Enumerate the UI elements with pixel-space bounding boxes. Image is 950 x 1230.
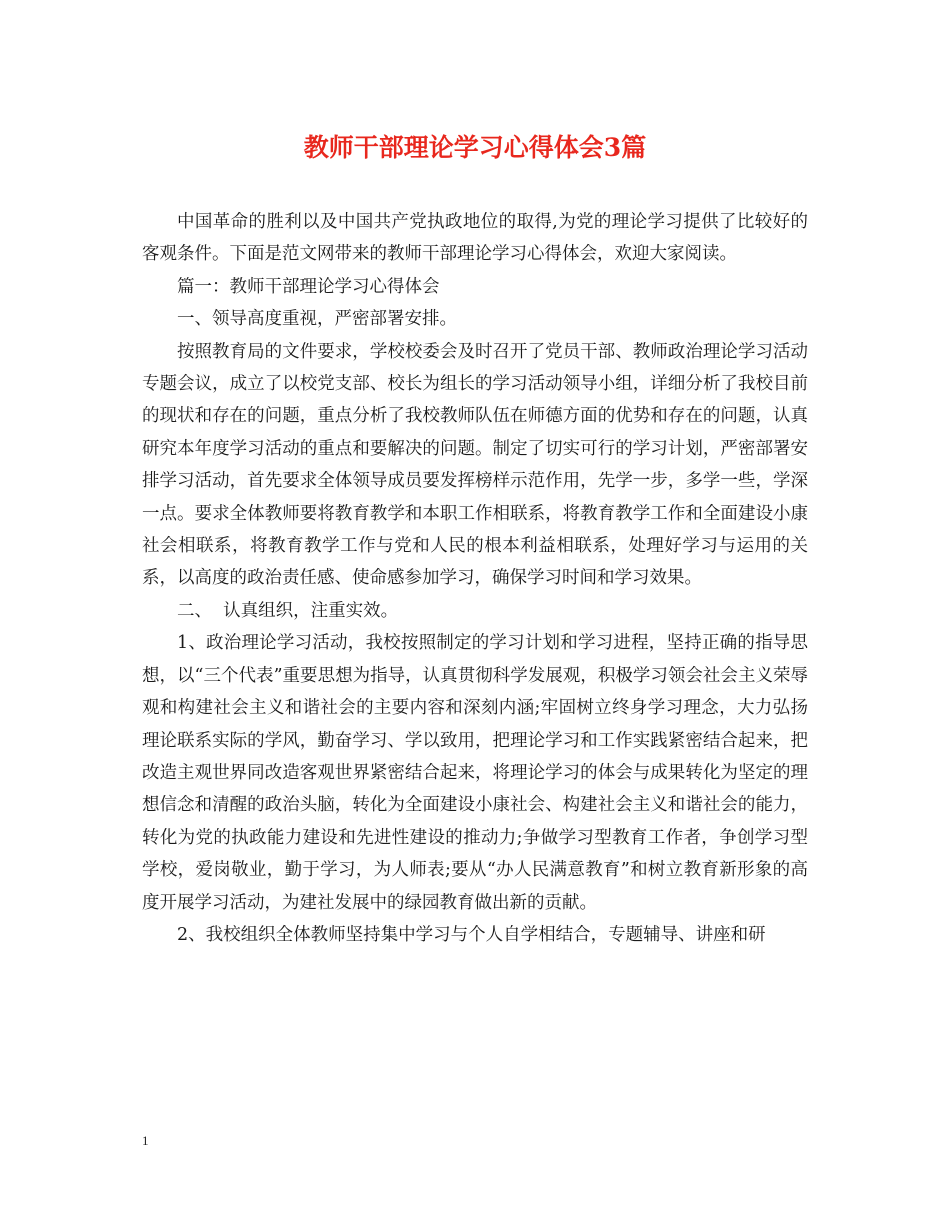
- section-heading: 一、领导高度重视，严密部署安排。: [177, 309, 457, 330]
- paragraph: 2、我校组织全体教师坚持集中学习与个人自学相结合，专题辅导、讲座和研: [177, 924, 766, 945]
- paragraph: 中国革命的胜利以及中国共产党执政地位的取得,为党的理论学习提供了比较好的客观条件。下面是范文网带来的教师干部理论学习心得体会，欢迎大家阅读。: [142, 212, 808, 265]
- paragraph: 按照教育局的文件要求，学校校委会及时召开了党员干部、教师政治理论学习活动专题会议，成立了以校党支部、校长为组长的学习活动领导小组，详细分析了我校目前的现状和存在的问题，重点分析了我校教师队伍在师德方面的优势和存在的问题，认真研究本年度学习活动的重点和要解决的问题。制定了切实可行的学习计划，严密部署安排学习活动，首先要求全体领导成员要发挥榜样示范作用，先学一步，多学一些，学深一点。要求全体教师要将教育教学和本职工作相联系，将教育教学工作和全面建设小康社会相联系，将教育教学工作与党和人民的根本利益相联系，处理好学习与运用的关系，以高度的政治责任感、使命感参加学习，确保学习时间和学习效果。: [142, 341, 808, 589]
- paragraph: 1、政治理论学习活动，我校按照制定的学习计划和学习进程，坚持正确的指导思想，以“三个代表”重要思想为指导，认真贯彻科学发展观，积极学习领会社会主义荣辱观和构建社会主义和谐社会的主要内容和深刻内涵;牢固树立终身学习理念，大力弘扬理论联系实际的学风，勤奋学习、学以致用，把理论学习和工作实践紧密结合起来，把改造主观世界同改造客观世界紧密结合起来，将理论学习的体会与成果转化为坚定的理想信念和清醒的政治头脑，转化为全面建设小康社会、构建社会主义和谐社会的能力，转化为党的执政能力建设和先进性建设的推动力;争做学习型教育工作者，争创学习型学校，爱岗敬业，勤于学习，为人师表;要从“办人民满意教育”和树立教育新形象的高度开展学习活动，为建社发展中的绿园教育做出新的贡献。: [142, 633, 808, 913]
- section-heading: 篇一：教师干部理论学习心得体会: [177, 276, 440, 297]
- document-body: [142, 206, 808, 951]
- document-title: 教师干部理论学习心得体会3篇: [303, 133, 647, 162]
- page-number: 1: [142, 1133, 149, 1148]
- section-heading: 二、 认真组织，注重实效。: [177, 600, 399, 621]
